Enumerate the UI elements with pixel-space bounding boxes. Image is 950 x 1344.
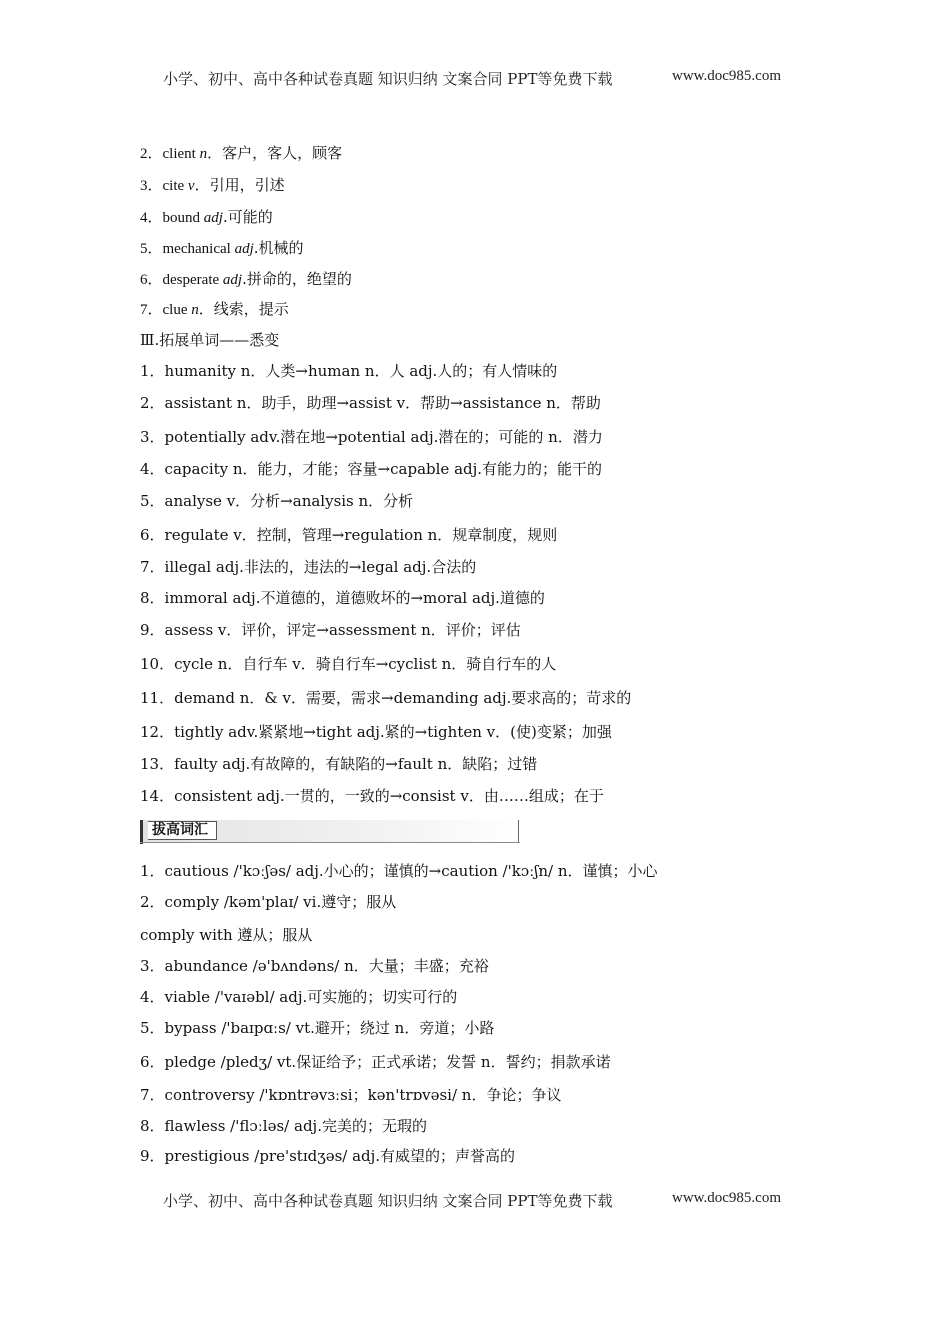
section-banner (140, 818, 520, 844)
list-item: 5．analyse v．分析→analysis n．分析 (140, 492, 414, 510)
list-item: 1．cautious /'kɔːʃəs/ adj.小心的；谨慎的→caution /'kɔːʃn/ n．谨慎；小心 (140, 862, 658, 880)
list-item: 3．cite v．引用，引述 (140, 176, 285, 194)
list-item: 7．illegal adj.非法的，违法的→legal adj.合法的 (140, 558, 477, 576)
list-item: 5．bypass /'baɪpɑːs/ vt.避开；绕过 n．旁道；小路 (140, 1019, 495, 1037)
list-item: 9．prestigious /pre'stɪdʒəs/ adj.有威望的；声誉高的 (140, 1147, 516, 1165)
list-item: 5．mechanical adj.机械的 (140, 239, 304, 257)
list-item: 14．consistent adj.一贯的，一致的→consist v．由……组成；在于 (140, 787, 604, 805)
banner-left-rule (140, 820, 143, 844)
list-item: 8．immoral adj.不道德的，道德败坏的→moral adj.道德的 (140, 589, 545, 607)
list-item: 1．humanity n．人类→human n．人 adj.人的；有人情味的 (140, 362, 558, 380)
list-item: 3．potentially adv.潜在地→potential adj.潜在的；可能的 n．潜力 (140, 428, 603, 446)
list-item: 7．controversy /'kɒntrəvɜːsi；kən'trɒvəsi/ n．争论；争议 (140, 1086, 562, 1104)
list-item: 4．capacity n．能力，才能；容量→capable adj.有能力的；能干的 (140, 460, 603, 478)
list-item: 2．comply /kəm'plaɪ/ vi.遵守；服从 (140, 893, 397, 911)
list-item: 6．regulate v．控制，管理→regulation n．规章制度，规则 (140, 526, 558, 544)
footer-text: 小学、初中、高中各种试卷真题 知识归纳 文案合同 PPT等免费下载 (163, 1192, 613, 1210)
list-item: 7．clue n．线索，提示 (140, 300, 289, 318)
list-item: 6．pledge /pledʒ/ vt.保证给予；正式承诺；发誓 n．誓约；捐款承诺 (140, 1053, 611, 1071)
list-item: 2．client n．客户，客人，顾客 (140, 144, 343, 162)
list-item: 10．cycle n．自行车 v．骑自行车→cyclist n．骑自行车的人 (140, 655, 557, 673)
list-item: 13．faulty adj.有故障的，有缺陷的→fault n．缺陷；过错 (140, 755, 538, 773)
list-item: 9．assess v．评价，评定→assessment n．评价；评估 (140, 621, 521, 639)
list-item: 2．assistant n．助手，助理→assist v．帮助→assistance n．帮助 (140, 394, 601, 412)
footer-url: www.doc985.com (672, 1190, 782, 1206)
list-item: 4．bound adj.可能的 (140, 208, 273, 226)
banner-bottom-rule (140, 842, 520, 843)
banner-title: 拔高词汇 (148, 821, 217, 840)
header-url: www.doc985.com (672, 68, 782, 84)
header-text: 小学、初中、高中各种试卷真题 知识归纳 文案合同 PPT等免费下载 (163, 70, 613, 88)
list-item: 12．tightly adv.紧紧地→tight adj.紧的→tighten v．(使)变紧；加强 (140, 723, 612, 741)
list-item: 8．flawless /'flɔːləs/ adj.完美的；无瑕的 (140, 1117, 427, 1135)
section-heading: Ⅲ.拓展单词——悉变 (140, 331, 280, 349)
list-item: 11．demand n．& v．需要，需求→demanding adj.要求高的；苛求的 (140, 689, 632, 707)
list-item: 3．abundance /ə'bʌndəns/ n．大量；丰盛；充裕 (140, 957, 489, 975)
list-item: 4．viable /'vaɪəbl/ adj.可实施的；切实可行的 (140, 988, 458, 1006)
list-item: 6．desperate adj.拼命的，绝望的 (140, 270, 352, 288)
list-item: comply with 遵从；服从 (140, 926, 313, 944)
